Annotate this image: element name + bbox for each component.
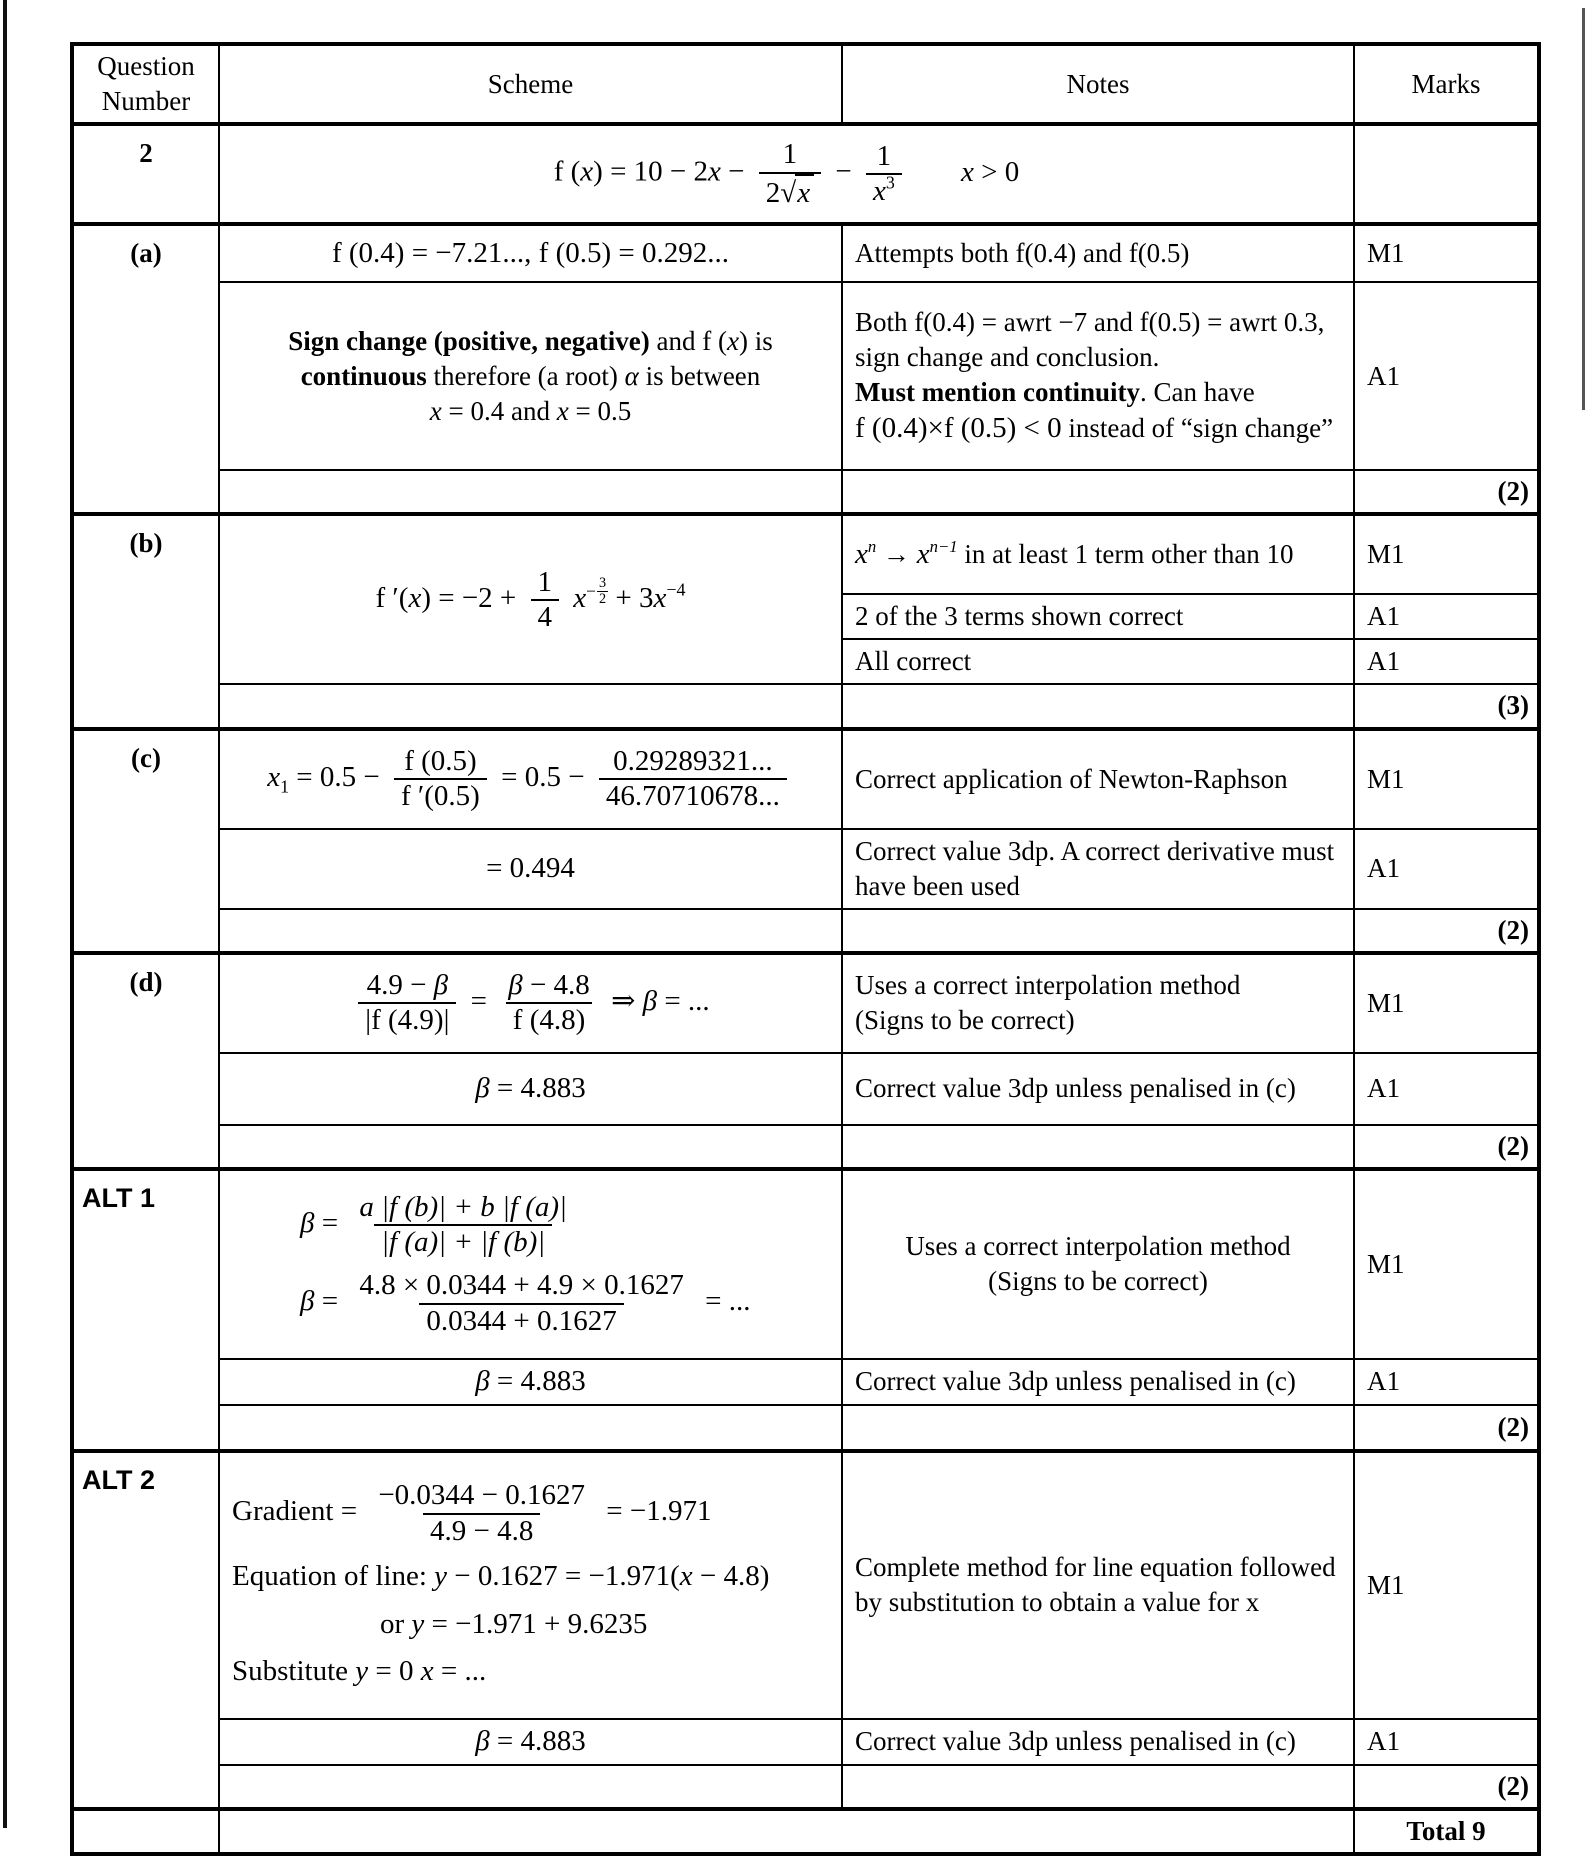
empty-notes-cell <box>842 1125 1354 1169</box>
formula-text: = ... <box>657 985 710 1017</box>
label-text: or <box>380 1607 412 1640</box>
part-c-scheme-2: = 0.494 <box>219 829 842 909</box>
bold-text: continuous <box>300 360 427 391</box>
radical-sign: √ <box>780 176 797 209</box>
notes-line: Uses a correct interpolation method <box>905 1231 1291 1262</box>
var-x: x <box>267 760 281 793</box>
formula-text: − <box>720 155 745 188</box>
part-d-mark-1: M1 <box>1354 953 1539 1053</box>
var-beta: β <box>300 1206 315 1239</box>
fraction <box>501 969 597 1038</box>
fraction <box>531 566 560 635</box>
empty-question-cell <box>72 1809 219 1854</box>
total-marks: Total 9 <box>1354 1809 1539 1854</box>
fraction <box>352 1191 574 1260</box>
bold-text: Sign change (positive, negative) <box>288 325 650 356</box>
var-alpha: α <box>624 360 639 391</box>
alt1-notes-2: Correct value 3dp unless penalised in (c) <box>842 1359 1354 1405</box>
notes-text: in at least 1 term other than 10 <box>957 538 1294 569</box>
formula-text: ) = 10 − 2 <box>593 155 709 188</box>
alt1-scheme-2 <box>219 1359 842 1405</box>
formula-text: = −1.971 + 9.6235 <box>424 1607 648 1640</box>
fraction-denominator: f ′(0.5) <box>394 778 487 813</box>
part-c-notes-2: Correct value 3dp. A correct derivative must have been used <box>842 829 1354 909</box>
notes-line: Uses a correct interpolation method <box>855 970 1241 1001</box>
part-c-mark-1: M1 <box>1354 729 1539 829</box>
question-2-formula <box>219 124 1354 224</box>
part-a-row-2 <box>72 282 1539 470</box>
fraction-numerator: 1 <box>876 139 892 172</box>
formula-text: = 0.5 − <box>501 760 585 793</box>
label-text: Equation of line: <box>232 1559 435 1592</box>
alt2-subtotal-row <box>72 1765 1539 1809</box>
empty-notes-cell <box>842 1765 1354 1809</box>
part-a-notes-1: Attempts both f(0.4) and f(0.5) <box>842 224 1354 282</box>
total-row <box>72 1809 1539 1854</box>
minus-sign: − <box>835 155 852 188</box>
var-y: y <box>434 1559 448 1592</box>
fraction-denominator: 4.9 − 4.8 <box>423 1513 540 1548</box>
header-marks: Marks <box>1354 44 1539 124</box>
alt2-notes-1: Complete method for line equation followed by substitution to obtain a value for x <box>842 1451 1354 1719</box>
empty-notes-cell <box>842 684 1354 728</box>
var-x: x <box>916 537 930 570</box>
part-b-notes-1 <box>842 514 1354 594</box>
alt2-scheme-2 <box>219 1719 842 1765</box>
notes-line: (Signs to be correct) <box>988 1266 1208 1297</box>
var-x: x <box>961 155 974 188</box>
empty-total-span-cell <box>219 1809 1354 1854</box>
var-x: x <box>855 537 868 570</box>
var-beta: β <box>475 1364 490 1397</box>
function-text: f ′( <box>375 581 409 614</box>
alt2-equation-line <box>232 1558 831 1596</box>
bold-text: Must mention continuity <box>855 376 1141 407</box>
formula-text: = 4.883 <box>489 1072 586 1104</box>
formula-text: − 4.8) <box>692 1559 770 1592</box>
alt2-gradient-line <box>232 1479 831 1548</box>
empty-scheme-cell <box>219 684 842 728</box>
part-b-row-1 <box>72 514 1539 594</box>
fraction-denominator: 4 <box>531 599 560 634</box>
part-c-subtotal: (2) <box>1354 909 1539 953</box>
small-fraction-denominator: 2 <box>598 591 607 608</box>
part-b-label: (b) <box>72 514 219 728</box>
equals-sign: = <box>314 1285 346 1318</box>
plain-text: therefore (a root) <box>426 360 625 391</box>
part-b-mark-1: M1 <box>1354 514 1539 594</box>
fraction-numerator <box>501 969 597 1002</box>
var-x: x <box>580 155 594 188</box>
minus-sign: − <box>586 580 596 601</box>
var-x: x <box>556 395 569 426</box>
notes-text: instead of “sign change” <box>1061 412 1334 443</box>
var-x: x <box>679 1559 693 1592</box>
fraction-numerator: 1 <box>782 138 798 171</box>
part-a-scheme-1: f (0.4) = −7.21..., f (0.5) = 0.292... <box>219 224 842 282</box>
small-fraction-numerator: 3 <box>598 575 607 592</box>
fraction-numerator: 0.29289321... <box>613 744 773 777</box>
fraction-numerator <box>360 969 456 1002</box>
scheme-line <box>230 324 831 359</box>
scheme-line <box>230 394 831 429</box>
plain-text: and <box>649 325 703 356</box>
alt1-subtotal-row <box>72 1405 1539 1451</box>
part-d-notes-1 <box>842 953 1354 1053</box>
formula-text: = 0 <box>368 1655 421 1688</box>
part-b-mark-3: A1 <box>1354 639 1539 684</box>
alt2-mark-1: M1 <box>1354 1451 1539 1719</box>
arrow-symbol: → <box>876 538 917 569</box>
fraction <box>759 138 821 210</box>
part-d-notes-2: Correct value 3dp unless penalised in (c) <box>842 1053 1354 1125</box>
plain-text: = 0.5 <box>568 395 632 426</box>
number-text: 4.9 − <box>366 969 434 1001</box>
fraction-denominator: |f (4.9)| <box>358 1002 456 1037</box>
subscript-1: 1 <box>280 776 290 796</box>
part-c-row-1 <box>72 729 1539 829</box>
empty-scheme-cell <box>219 1765 842 1809</box>
fraction-denominator <box>759 172 821 210</box>
empty-notes-cell <box>842 1405 1354 1451</box>
fraction <box>599 745 787 814</box>
part-d-row-2 <box>72 1053 1539 1125</box>
part-c-label: (c) <box>72 729 219 953</box>
fraction <box>371 1479 592 1548</box>
formula-text: f ( <box>553 155 581 188</box>
alt2-scheme-1 <box>219 1451 842 1719</box>
plain-text: = 0.4 and <box>441 395 557 426</box>
domain-condition <box>961 156 1019 188</box>
fraction-denominator: 0.0344 + 0.1627 <box>419 1303 623 1338</box>
var-beta: β <box>508 969 523 1001</box>
fraction <box>358 969 456 1038</box>
var-x: x <box>420 1655 434 1688</box>
fraction <box>352 1269 691 1338</box>
fraction-denominator: |f (a)| + |f (b)| <box>374 1224 552 1259</box>
part-d-scheme-1 <box>219 953 842 1053</box>
equals-sign: = <box>314 1206 346 1239</box>
formula-text: = ... <box>433 1655 487 1688</box>
empty-notes-cell <box>842 470 1354 514</box>
equals-sign: = <box>470 985 487 1017</box>
page-edge-right-line <box>1582 8 1585 410</box>
alt2-mark-2: A1 <box>1354 1719 1539 1765</box>
alt2-row-1 <box>72 1451 1539 1719</box>
page-edge-left-line <box>3 0 7 1828</box>
part-a-subtotal-row <box>72 470 1539 514</box>
var-beta: β <box>475 1724 490 1757</box>
alt1-mark-1: M1 <box>1354 1169 1539 1359</box>
alt2-label: ALT 2 <box>72 1451 219 1809</box>
part-b-notes-3: All correct <box>842 639 1354 684</box>
fraction-denominator: f (4.8) <box>506 1002 592 1037</box>
formula-text: f (0.4)×f (0.5) < 0 <box>855 411 1062 444</box>
fraction-numerator: −0.0344 − 0.1627 <box>378 1479 586 1512</box>
condition-text: > 0 <box>973 155 1020 188</box>
alt1-notes-1 <box>842 1169 1354 1359</box>
coefficient: 2 <box>765 176 781 209</box>
empty-scheme-cell <box>219 1125 842 1169</box>
formula-text: + 3 <box>615 581 654 614</box>
header-row <box>72 44 1539 124</box>
empty-scheme-cell <box>219 909 842 953</box>
formula-text: = 0.5 − <box>289 760 380 793</box>
var-beta: β <box>300 1285 315 1318</box>
var-beta: β <box>475 1072 490 1104</box>
part-d-row-1 <box>72 953 1539 1053</box>
square-root <box>780 174 814 210</box>
question-2-row <box>72 124 1539 224</box>
label-text: Gradient = <box>232 1495 365 1528</box>
exponent: 3 <box>885 172 895 193</box>
fraction <box>394 745 487 814</box>
part-b-subtotal-row <box>72 684 1539 728</box>
alt2-subtotal: (2) <box>1354 1765 1539 1809</box>
formula-text: = ... <box>705 1285 751 1318</box>
alt2-row-2 <box>72 1719 1539 1765</box>
formula-text: = 4.883 <box>489 1724 586 1757</box>
alt2-or-line <box>380 1606 831 1644</box>
question-2-marks-empty <box>1354 124 1539 224</box>
var-x: x <box>429 395 442 426</box>
empty-scheme-cell <box>219 1405 842 1451</box>
var-x: x <box>653 581 667 614</box>
plain-text: is between <box>638 360 761 391</box>
part-a-mark-1: M1 <box>1354 224 1539 282</box>
part-a-scheme-2 <box>219 282 842 470</box>
fraction-numerator: 1 <box>537 565 553 598</box>
var-y: y <box>355 1655 369 1688</box>
var-x: x <box>408 581 422 614</box>
part-a-row-1 <box>72 224 1539 282</box>
part-a-label: (a) <box>72 224 219 514</box>
empty-scheme-cell <box>219 470 842 514</box>
part-d-label: (d) <box>72 953 219 1169</box>
mark-scheme-table <box>70 42 1541 1856</box>
fraction-denominator <box>866 173 902 208</box>
part-d-subtotal-row <box>72 1125 1539 1169</box>
formula-text: = 4.883 <box>489 1364 586 1397</box>
var-beta: β <box>642 985 658 1017</box>
notes-text: . Can have <box>1140 376 1255 407</box>
formula-text: − 0.1627 = −1.971( <box>447 1559 680 1592</box>
question-2-label: 2 <box>72 124 219 224</box>
var-x: x <box>726 325 739 356</box>
plain-text: ) is <box>738 325 773 356</box>
radicand: x <box>795 174 814 210</box>
alt1-scheme-1 <box>219 1169 842 1359</box>
part-b-scheme <box>219 514 842 684</box>
fraction <box>866 140 902 209</box>
var-x: x <box>872 175 886 208</box>
header-scheme: Scheme <box>219 44 842 124</box>
var-x: x <box>708 155 721 188</box>
part-d-mark-2: A1 <box>1354 1053 1539 1125</box>
part-d-subtotal: (2) <box>1354 1125 1539 1169</box>
formula-text: ) = −2 + <box>421 581 517 614</box>
scheme-line <box>230 359 831 394</box>
alt1-formula-line-2 <box>300 1269 831 1338</box>
alt1-subtotal: (2) <box>1354 1405 1539 1451</box>
fraction-denominator: 46.70710678... <box>599 778 787 813</box>
alt1-row-1 <box>72 1169 1539 1359</box>
exponent-n: n <box>867 537 877 557</box>
part-b-mark-2: A1 <box>1354 594 1539 639</box>
header-notes: Notes <box>842 44 1354 124</box>
exponent-n-minus-1: n−1 <box>929 537 958 557</box>
part-c-row-2 <box>72 829 1539 909</box>
label-text: Substitute <box>232 1655 356 1688</box>
notes-text: Both f(0.4) = awrt −7 and f(0.5) = awrt 0.3, sign change and conclusion. <box>855 306 1325 372</box>
alt1-mark-2: A1 <box>1354 1359 1539 1405</box>
fraction-numerator: a |f (b)| + b |f (a)| <box>359 1190 568 1223</box>
alt2-substitute-line <box>232 1653 831 1691</box>
fraction-numerator: 4.8 × 0.0344 + 4.9 × 0.1627 <box>359 1269 684 1302</box>
alt1-formula-line-1 <box>300 1191 831 1260</box>
part-a-notes-2 <box>842 282 1354 470</box>
part-a-subtotal: (2) <box>1354 470 1539 514</box>
exponent-fraction <box>586 576 608 607</box>
part-c-notes-1: Correct application of Newton-Raphson <box>842 729 1354 829</box>
formula-text: = −1.971 <box>606 1495 712 1528</box>
header-question-number: Question Number <box>72 44 219 124</box>
part-c-subtotal-row <box>72 909 1539 953</box>
number-text: − 4.8 <box>522 969 590 1001</box>
implies-arrow: ⇒ <box>611 985 643 1017</box>
function-text: f ( <box>702 325 727 356</box>
var-beta: β <box>433 969 449 1001</box>
part-c-mark-2: A1 <box>1354 829 1539 909</box>
notes-line: (Signs to be correct) <box>855 1005 1075 1036</box>
exponent: −4 <box>666 578 686 599</box>
alt2-notes-2: Correct value 3dp unless penalised in (c) <box>842 1719 1354 1765</box>
var-x: x <box>573 581 587 614</box>
part-d-scheme-2 <box>219 1053 842 1125</box>
alt1-row-2 <box>72 1359 1539 1405</box>
small-fraction <box>597 576 608 607</box>
part-b-notes-2: 2 of the 3 terms shown correct <box>842 594 1354 639</box>
part-c-scheme-1 <box>219 729 842 829</box>
part-a-mark-2: A1 <box>1354 282 1539 470</box>
part-b-subtotal: (3) <box>1354 684 1539 728</box>
empty-notes-cell <box>842 909 1354 953</box>
fraction-numerator: f (0.5) <box>404 744 477 777</box>
alt1-label: ALT 1 <box>72 1169 219 1451</box>
var-y: y <box>411 1607 425 1640</box>
